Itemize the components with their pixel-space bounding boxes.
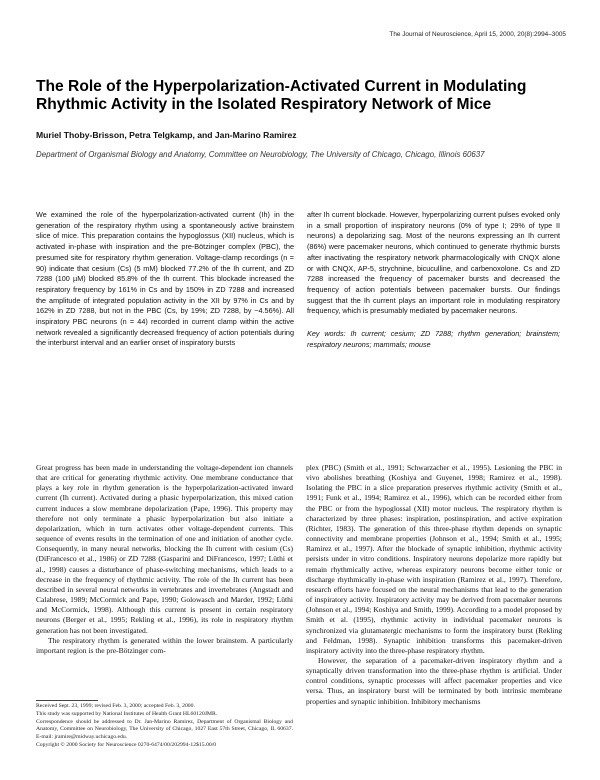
affiliation: Department of Organismal Biology and Anatomy, Committee on Neurobiology, The University of Chicago, Chicago, Illinois 60637	[36, 150, 485, 159]
body-paragraph: The respiratory rhythm is generated within the lower brainstem. A particularly important region is the pre-Bötzinger com-	[36, 635, 293, 655]
authors: Muriel Thoby-Brisson, Petra Telgkamp, and Jan-Marino Ramirez	[36, 130, 297, 140]
abstract-right-text: after Ih current blockade. However, hyperpolarizing current pulses evoked only in a small proportion of inspiratory neurons (0% of type I; 29% of type II neurons) a depolarizing sag. Most of the neurons expressing an Ih current (86%) were pacemaker neurons, which continued to generate rhythmic bursts after inactivating the respiratory network pharmacologically with CNQX alone or with CNQX, AP-5, strychnine, bicuculline, and carbenoxolone. Cs and ZD 7288 increased the frequency of pacemaker bursts and decreased the frequency of action potentials between pacemaker bursts. Our findings suggest that the Ih current plays an important role in modulating respiratory frequency, which is presumably mediated by pacemaker neurons.	[307, 210, 560, 316]
keywords	[307, 329, 560, 350]
body-paragraph: plex (PBC) (Smith et al., 1991; Schwarzacher et al., 1995). Lesioning the PBC in vivo abolishes breathing (Koshiya and Guyenet, 1998; Ramirez et al., 1998). Isolating the PBC in a slice preparation preserves rhythmic activity (Smith et al., 1991; Funk et al., 1994; Ramirez et al., 1996), which can be recorded either from the PBC or from the hypoglossal (XII) motor nucleus. The respiratory rhythm is characterized by three phases: inspiration, postinspiration, and active expiration (Richter, 1983). The generation of this three-phase rhythm depends on synaptic connectivity and membrane properties (Johnson et al., 1994; Smith et al., 1995; Ramirez et al., 1997). After the blockade of synaptic inhibition, rhythmic activity persists under in vitro conditions. Inspiratory neurons depolarize more rapidly but remain rhythmically active, whereas expiratory neurons become either tonic or discharge rhythmically in-phase with inspiration (Ramirez et al., 1997). Therefore, research efforts have focused on the neural mechanisms that lead to the generation of inspiratory activity. Inspiratory activity may be derived from pacemaker neurons (Johnson et al., 1994; Koshiya and Smith, 1999). According to a model proposed by Smith et al. (1995), rhythmic activity in individual pacemaker neurons is synchronized via glutamatergic mechanisms to form the inspiratory burst (Rekling and Feldman, 1998). Synaptic inhibition transforms this pacemaker-driven inspiratory activity into the three-phase respiratory rhythm.	[306, 463, 562, 655]
footnote-divider	[36, 700, 98, 701]
footnote-support: This study was supported by National Institutes of Health Grant HL60120JMR.	[36, 710, 218, 717]
body-right-column	[306, 463, 562, 707]
footnote-copyright: Copyright © 2000 Society for Neuroscience 0270-6474/00/202994-12$15.00/0	[36, 741, 217, 748]
abstract-left-text: We examined the role of the hyperpolarization-activated current (Ih) in the generation of the respiratory rhythm using a spontaneously active brainstem slice of mice. This preparation contains the hypoglossus (XII) nucleus, which is activated in-phase with inspiration and the pre-Bötzinger complex (PBC), the presumed site for respiratory rhythm generation. Voltage-clamp recordings (n = 90) indicate that cesium (Cs) (5 mM) blocked 77.2% of the Ih current, and ZD 7288 (100 µM) blocked 85.8% of the Ih current. This blockade increased the respiratory frequency by 161% in Cs and by 150% in ZD 7288 and increased the amplitude of integrated population activity in the XII by 97% in Cs and by 162% in ZD 7288, but not in the PBC (Cs, by 19%; ZD 7288, by −4.56%). All inspiratory PBC neurons (n = 44) recorded in current clamp within the active network revealed a significantly decreased frequency of action potentials during the interburst interval and an earlier onset of inspiratory bursts	[36, 210, 294, 348]
keywords-list: Ih current; cesium; ZD 7288; rhythm generation; brainstem; respiratory neurons; mammals; mouse	[307, 329, 560, 349]
footnote	[36, 703, 293, 750]
body-paragraph: However, the separation of a pacemaker-driven inspiratory rhythm and a synaptically driven transformation into the three-phase rhythm is artificial. Under control conditions, synaptic processes will affect pacemaker properties and vice versa. Thus, an inspiratory burst will be terminated by both intrinsic membrane properties and synaptic inhibition. Inhibitory mechanisms	[306, 655, 562, 706]
keywords-label: Key words:	[307, 329, 346, 339]
article-title: The Role of the Hyperpolarization-Activated Current in Modulating Rhythmic Activity in the Isolated Respiratory Network of Mice	[36, 78, 527, 113]
body-paragraph: Great progress has been made in understanding the voltage-dependent ion channels that are critical for generating rhythmic activity. One membrane conductance that plays a key role in rhythm generation is the hyperpolarization-activated inward current (Ih current). Activated during a phasic hyperpolarization, this mixed cation current induces a slow membrane depolarization (Pape, 1996). This property may therefore not only terminate a phasic hyperpolarization but also initiate a depolarization, which in turn activates other voltage-dependent currents. This sequence of events results in the termination of one and initiation of another cycle. Consequently, in many neural networks, blocking the Ih current with cesium (Cs) (DiFrancesco et al., 1986) or ZD 7288 (Gasparini and DiFrancesco, 1997; Lüthi et al., 1998) causes a disturbance of phase-switching mechanisms, which leads to a decrease in the frequency of rhythmic activity. The role of the Ih current has been described in several neural networks in vertebrates and invertebrates (Angstadt and Calabrese, 1989; McCormick and Pape, 1990; Golowasch and Marder, 1992; Lüthi and McCormick, 1998). Although this current is present in certain respiratory neurons (Berger et al., 1995; Rekling et al., 1996), its role in respiratory rhythm generation has not been investigated.	[36, 463, 293, 635]
journal-header: The Journal of Neuroscience, April 15, 2000, 20(8):2994–3005	[389, 31, 566, 38]
abstract-left-column	[36, 210, 294, 349]
body-left-column	[36, 463, 293, 656]
footnote-correspondence: Correspondence should be addressed to Dr. Jan-Marino Ramirez, Department of Organismal Biology and Anatomy, Committee on Neurobiology, The University of Chicago, 1027 East 57th Street, Chicago, IL 60637. E-mail: jramire@midway.uchicago.edu.	[36, 718, 293, 741]
footnote-received: Received Sept. 23, 1999; revised Feb. 3, 2000; accepted Feb. 3, 2000.	[36, 703, 195, 709]
abstract-right-column	[307, 210, 560, 350]
